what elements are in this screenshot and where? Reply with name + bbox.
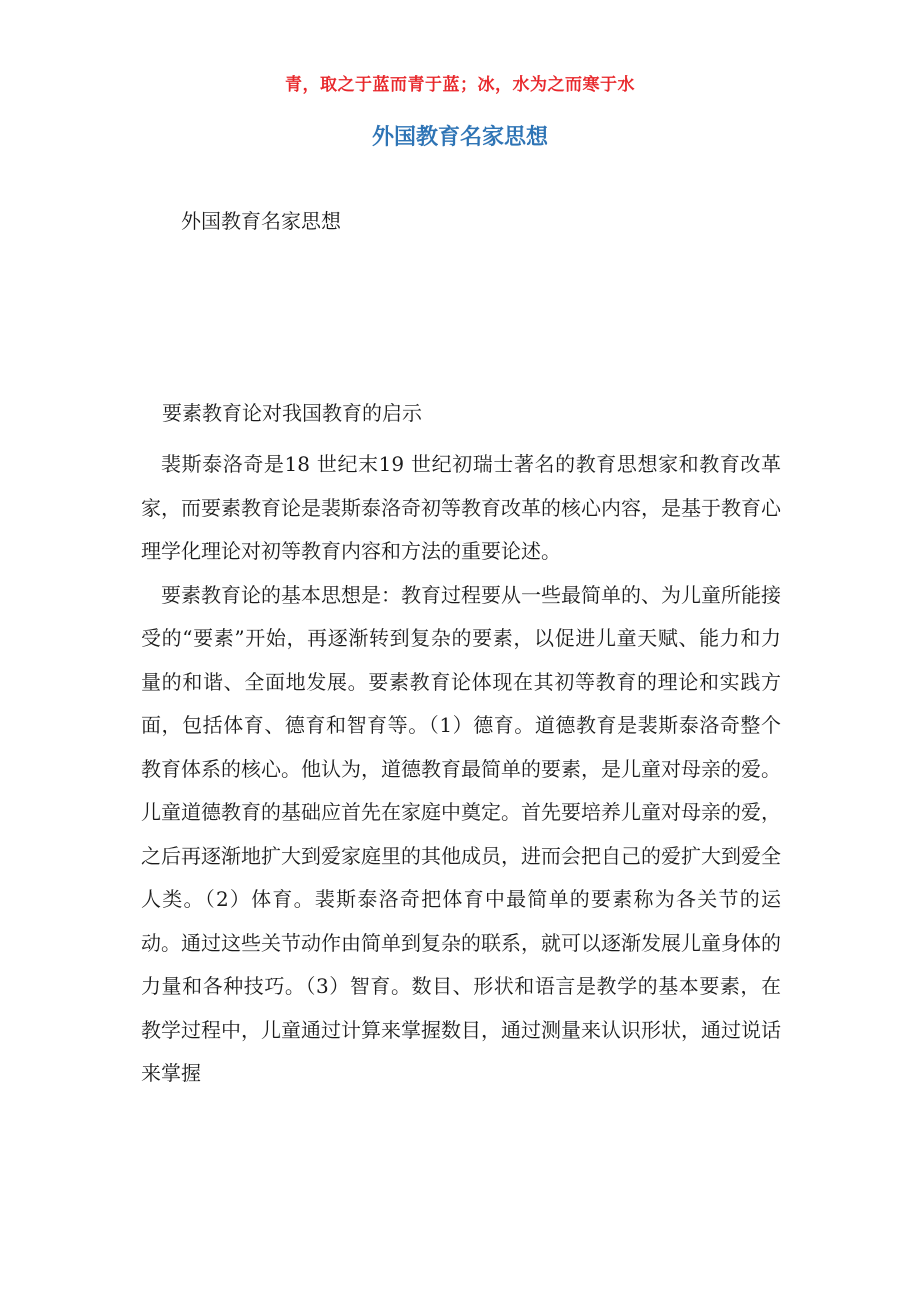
body-text bbox=[141, 443, 781, 1096]
motto-header: 青，取之于蓝而青于蓝；冰，水为之而寒于水 bbox=[285, 75, 635, 95]
paragraph-intro: 裴斯泰洛奇是18 世纪末19 世纪初瑞士著名的教育思想家和教育改革家，而要素教育论是裴斯泰洛奇初等教育改革的核心内容，是基于教育心理学化理论对初等教育内容和方法的重要论述。 bbox=[141, 452, 781, 563]
document-subtitle: 外国教育名家思想 bbox=[181, 209, 341, 233]
document-title: 外国教育名家思想 bbox=[371, 125, 548, 150]
section-heading: 要素教育论对我国教育的启示 bbox=[162, 401, 422, 425]
paragraph-basic-idea: 要素教育论的基本思想是：教育过程要从一些最简单的、为儿童所能接受的“要素”开始，再逐渐转到复杂的要素，以促进儿童天赋、能力和力量的和谐、全面地发展。要素教育论体现在其初等教育的理论和实践方面，包括体育、德育和智育等。（1）德育。道德教育是裴斯泰洛奇整个教育体系的核心。他认为，道德教育最简单的要素，是儿童对母亲的爱。儿童道德教育的基础应首先在家庭中奠定。首先要培养儿童对母亲的爱，之后再逐渐地扩大到爱家庭里的其他成员，进而会把自己的爱扩大到爱全人类。（2）体育。裴斯泰洛奇把体育中最简单的要素称为各关节的运动。通过这些关节动作由简单到复杂的联系，就可以逐渐发展儿童身体的力量和各种技巧。（3）智育。数目、形状和语言是教学的基本要素，在教学过程中，儿童通过计算来掌握数目，通过测量来认识形状，通过说话来掌握 bbox=[141, 582, 781, 1085]
